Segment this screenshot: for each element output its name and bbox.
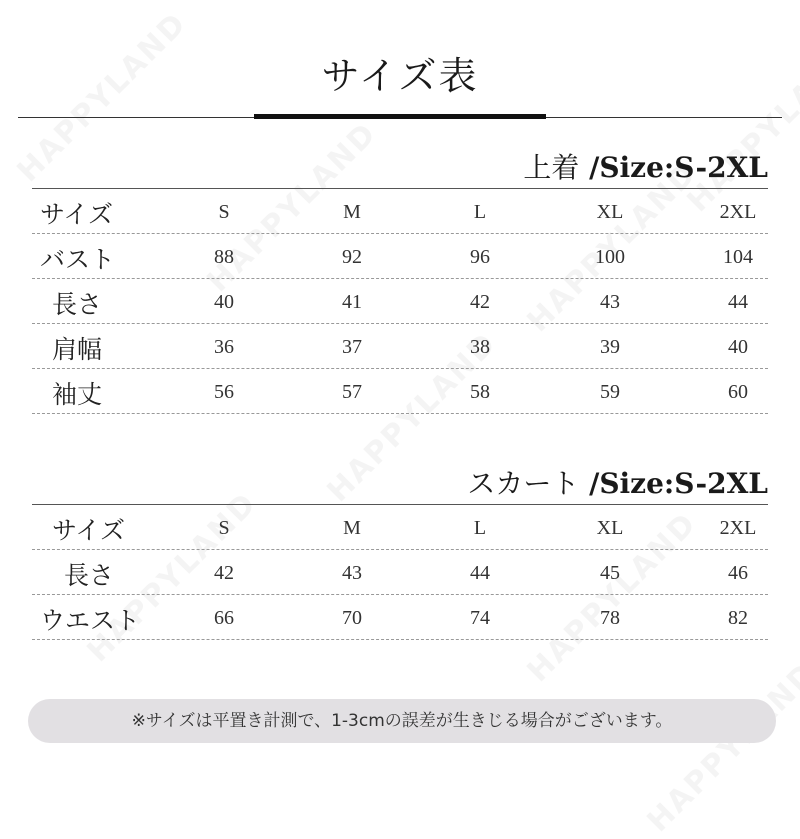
table-header-row — [32, 189, 768, 234]
table-cell: 78 — [600, 607, 620, 629]
header-size-xl: XL — [596, 517, 624, 539]
table-cell: 43 — [342, 562, 362, 584]
table-cell: 40 — [214, 291, 234, 313]
table-cell: 82 — [728, 607, 748, 629]
header-size-s: S — [218, 517, 230, 539]
header-label: サイズ — [40, 200, 114, 229]
table-cell: 42 — [470, 291, 490, 313]
header-size-m: M — [343, 201, 361, 223]
header-size-xl: XL — [596, 201, 624, 223]
table-cell: 58 — [470, 381, 490, 403]
table-row — [32, 279, 768, 324]
table-cell: 41 — [342, 291, 362, 313]
table-cell: 42 — [214, 562, 234, 584]
table-cell: 57 — [342, 381, 362, 403]
table-row — [32, 234, 768, 279]
table-cell: 44 — [728, 291, 748, 313]
table-cell: 96 — [470, 246, 490, 268]
header-size-l: L — [473, 201, 487, 223]
table-cell: 44 — [470, 562, 490, 584]
row-label-sleeve: 袖丈 — [52, 380, 103, 409]
table-row — [32, 550, 768, 595]
header-label: サイズ — [52, 516, 126, 545]
row-label-shoulder: 肩幅 — [52, 335, 103, 364]
table-cell: 43 — [600, 291, 620, 313]
table-cell: 70 — [342, 607, 362, 629]
header-size-2xl: 2XL — [719, 517, 757, 539]
title-underline — [254, 114, 546, 119]
header-size-l: L — [473, 517, 487, 539]
table-cell: 45 — [600, 562, 620, 584]
table-cell: 74 — [470, 607, 490, 629]
table-cell: 66 — [214, 607, 234, 629]
table-cell: 40 — [728, 336, 748, 358]
skirt-size-table — [32, 504, 768, 640]
skirt-title-size: /Size:S-2XL — [589, 467, 768, 500]
table-cell: 59 — [600, 381, 620, 403]
table-cell: 38 — [470, 336, 490, 358]
table-cell: 60 — [728, 381, 748, 403]
table-cell: 37 — [342, 336, 362, 358]
table-row — [32, 324, 768, 369]
table-cell: 88 — [214, 246, 234, 268]
row-label-length: 長さ — [52, 290, 103, 319]
header-size-2xl: 2XL — [719, 201, 757, 223]
table-row — [32, 595, 768, 640]
table-header-row — [32, 505, 768, 550]
measurement-note: ※サイズは平置き計測で、1-3cmの誤差が生きじる場合がございます。 — [28, 699, 776, 743]
table-cell: 46 — [728, 562, 748, 584]
table-cell: 36 — [214, 336, 234, 358]
header-size-s: S — [218, 201, 230, 223]
tops-title-size: /Size:S-2XL — [589, 151, 768, 184]
header-size-m: M — [343, 517, 361, 539]
page-title: サイズ表 — [321, 54, 479, 98]
skirt-title-jp: スカート — [467, 467, 580, 500]
table-cell: 104 — [723, 246, 753, 268]
tops-section-title — [523, 146, 768, 186]
row-label-bust: バスト — [40, 245, 116, 274]
table-cell: 56 — [214, 381, 234, 403]
table-row — [32, 369, 768, 414]
tops-size-table — [32, 188, 768, 414]
tops-title-jp: 上着 — [523, 151, 580, 184]
table-cell: 39 — [600, 336, 620, 358]
skirt-section-title — [467, 462, 768, 502]
watermark — [640, 656, 800, 839]
table-cell: 100 — [595, 246, 625, 268]
row-label-length: 長さ — [64, 561, 115, 590]
table-cell: 92 — [342, 246, 362, 268]
row-label-waist: ウエスト — [40, 606, 141, 635]
